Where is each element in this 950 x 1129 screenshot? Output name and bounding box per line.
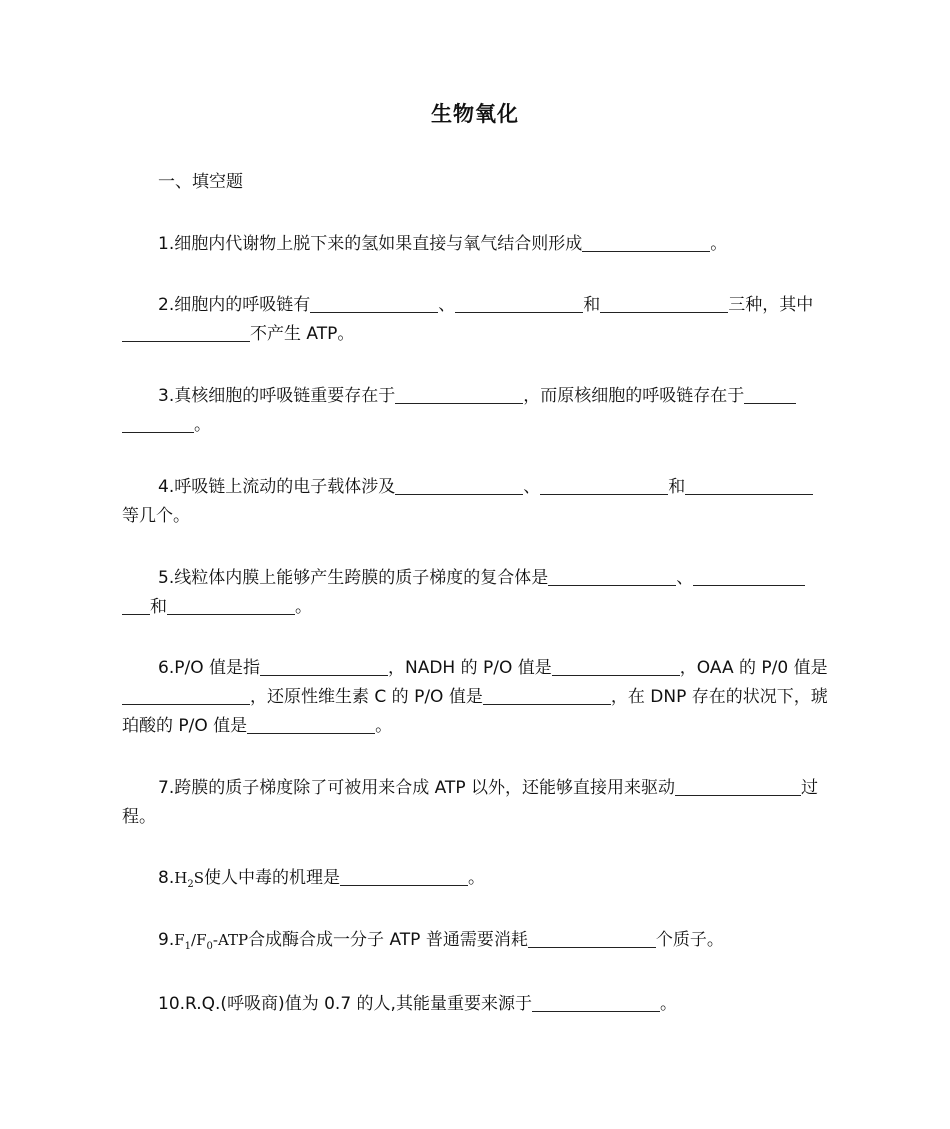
question-9-text-end: 个质子。 bbox=[655, 930, 724, 950]
question-9-number: 9. bbox=[158, 930, 175, 950]
page-title: 生物氧化 bbox=[431, 102, 519, 126]
question-9 bbox=[122, 926, 830, 961]
answer-blank[interactable] bbox=[744, 385, 796, 404]
answer-blank[interactable] bbox=[247, 715, 375, 734]
question-6-text: 6.P/O 值是指 bbox=[158, 658, 260, 678]
question-3-text-mid: ，而原核细胞的呼吸链存在于 bbox=[523, 386, 745, 406]
question-7-text: 7.跨膜的质子梯度除了可被用来合成 ATP 以外，还能够直接用来驱动 bbox=[158, 778, 675, 798]
question-7-text-end: 过程。 bbox=[122, 778, 818, 827]
question-2-text-end: 不产生 ATP。 bbox=[250, 324, 355, 344]
answer-blank[interactable] bbox=[600, 294, 728, 313]
answer-blank[interactable] bbox=[552, 657, 680, 676]
answer-blank[interactable] bbox=[310, 294, 438, 313]
question-5-sep-2: 和 bbox=[150, 597, 167, 617]
question-10-text-end: 。 bbox=[659, 994, 677, 1014]
question-8-number: 8. bbox=[158, 868, 175, 888]
formula-subscript: 1 bbox=[184, 941, 192, 952]
answer-blank[interactable] bbox=[455, 294, 583, 313]
answer-blank[interactable] bbox=[532, 993, 660, 1012]
question-6-text-2: ，NADH 的 P/O 值是 bbox=[387, 658, 552, 678]
answer-blank-continued[interactable] bbox=[122, 414, 194, 433]
question-6-text-end: 。 bbox=[375, 716, 393, 736]
answer-blank[interactable] bbox=[395, 385, 523, 404]
question-2-text-mid: 三种，其中 bbox=[728, 295, 814, 315]
answer-blank[interactable] bbox=[693, 567, 805, 586]
question-7 bbox=[122, 774, 830, 832]
answer-blank[interactable] bbox=[548, 567, 676, 586]
formula-part: /F bbox=[191, 931, 207, 949]
formula-part: H bbox=[174, 869, 188, 887]
question-1 bbox=[122, 230, 830, 259]
question-10 bbox=[122, 990, 830, 1019]
question-6-text-3: ，OAA 的 P/0 值是 bbox=[679, 658, 828, 678]
chemical-formula-h2s bbox=[174, 869, 204, 890]
question-4-sep-2: 和 bbox=[668, 477, 686, 497]
question-5-text-end: 。 bbox=[295, 597, 312, 617]
answer-blank[interactable] bbox=[483, 686, 611, 705]
question-3-text-end: 。 bbox=[194, 415, 211, 435]
question-4-text: 4.呼吸链上流动的电子载体涉及 bbox=[158, 477, 396, 497]
question-2-sep-1: 、 bbox=[438, 295, 456, 315]
answer-blank[interactable] bbox=[395, 476, 523, 495]
answer-blank[interactable] bbox=[340, 867, 468, 886]
question-1-text: 1.细胞内代谢物上脱下来的氢如果直接与氧气结合则形成 bbox=[158, 234, 583, 254]
question-8 bbox=[122, 864, 830, 899]
answer-blank[interactable] bbox=[685, 476, 807, 495]
question-10-text: 10.R.Q.(呼吸商)值为 0.7 的人,其能量重要来源于 bbox=[158, 994, 532, 1014]
answer-blank[interactable] bbox=[122, 323, 250, 342]
question-5 bbox=[122, 564, 830, 622]
question-2 bbox=[122, 291, 830, 349]
question-6 bbox=[122, 654, 830, 741]
question-2-text: 2.细胞内的呼吸链有 bbox=[158, 295, 311, 315]
formula-subscript: 2 bbox=[187, 879, 194, 890]
question-2-sep-2: 和 bbox=[583, 295, 601, 315]
answer-blank[interactable] bbox=[260, 657, 388, 676]
answer-blank[interactable] bbox=[540, 476, 668, 495]
formula-part: -ATP bbox=[212, 931, 249, 949]
question-1-text-end: 。 bbox=[710, 234, 728, 254]
question-3 bbox=[122, 382, 830, 440]
question-3-text: 3.真核细胞的呼吸链重要存在于 bbox=[158, 386, 396, 406]
question-5-text: 5.线粒体内膜上能够产生跨膜的质子梯度的复合体是 bbox=[158, 568, 549, 588]
answer-blank-continued[interactable] bbox=[122, 596, 150, 615]
question-4-text-end: 等几个。 bbox=[122, 506, 190, 526]
question-4-sep-1: 、 bbox=[523, 477, 541, 497]
question-6-text-4: ，还原性维生素 C 的 P/O 值是 bbox=[250, 687, 483, 707]
answer-blank[interactable] bbox=[122, 686, 250, 705]
answer-blank[interactable] bbox=[528, 929, 656, 948]
formula-subscript: 0 bbox=[206, 941, 213, 952]
enzyme-name-f1-f0-atp bbox=[174, 931, 249, 952]
question-5-sep-1: 、 bbox=[676, 568, 694, 588]
answer-blank[interactable] bbox=[582, 233, 710, 252]
question-8-text-end: 。 bbox=[467, 868, 485, 888]
formula-part: F bbox=[174, 931, 185, 949]
question-6-text-5: ，在 DNP 存在的状况下，琥珀酸的 P/O 值是 bbox=[122, 687, 828, 736]
answer-blank[interactable] bbox=[675, 777, 795, 796]
question-8-text: 使人中毒的机理是 bbox=[203, 868, 340, 888]
answer-blank[interactable] bbox=[167, 596, 295, 615]
question-9-text: 合成酶合成一分子 ATP 普通需要消耗 bbox=[248, 930, 528, 950]
answer-blank-continued[interactable] bbox=[807, 476, 813, 495]
section-heading: 一、填空题 bbox=[158, 172, 243, 192]
question-4 bbox=[122, 473, 830, 531]
formula-part: S bbox=[193, 869, 204, 887]
